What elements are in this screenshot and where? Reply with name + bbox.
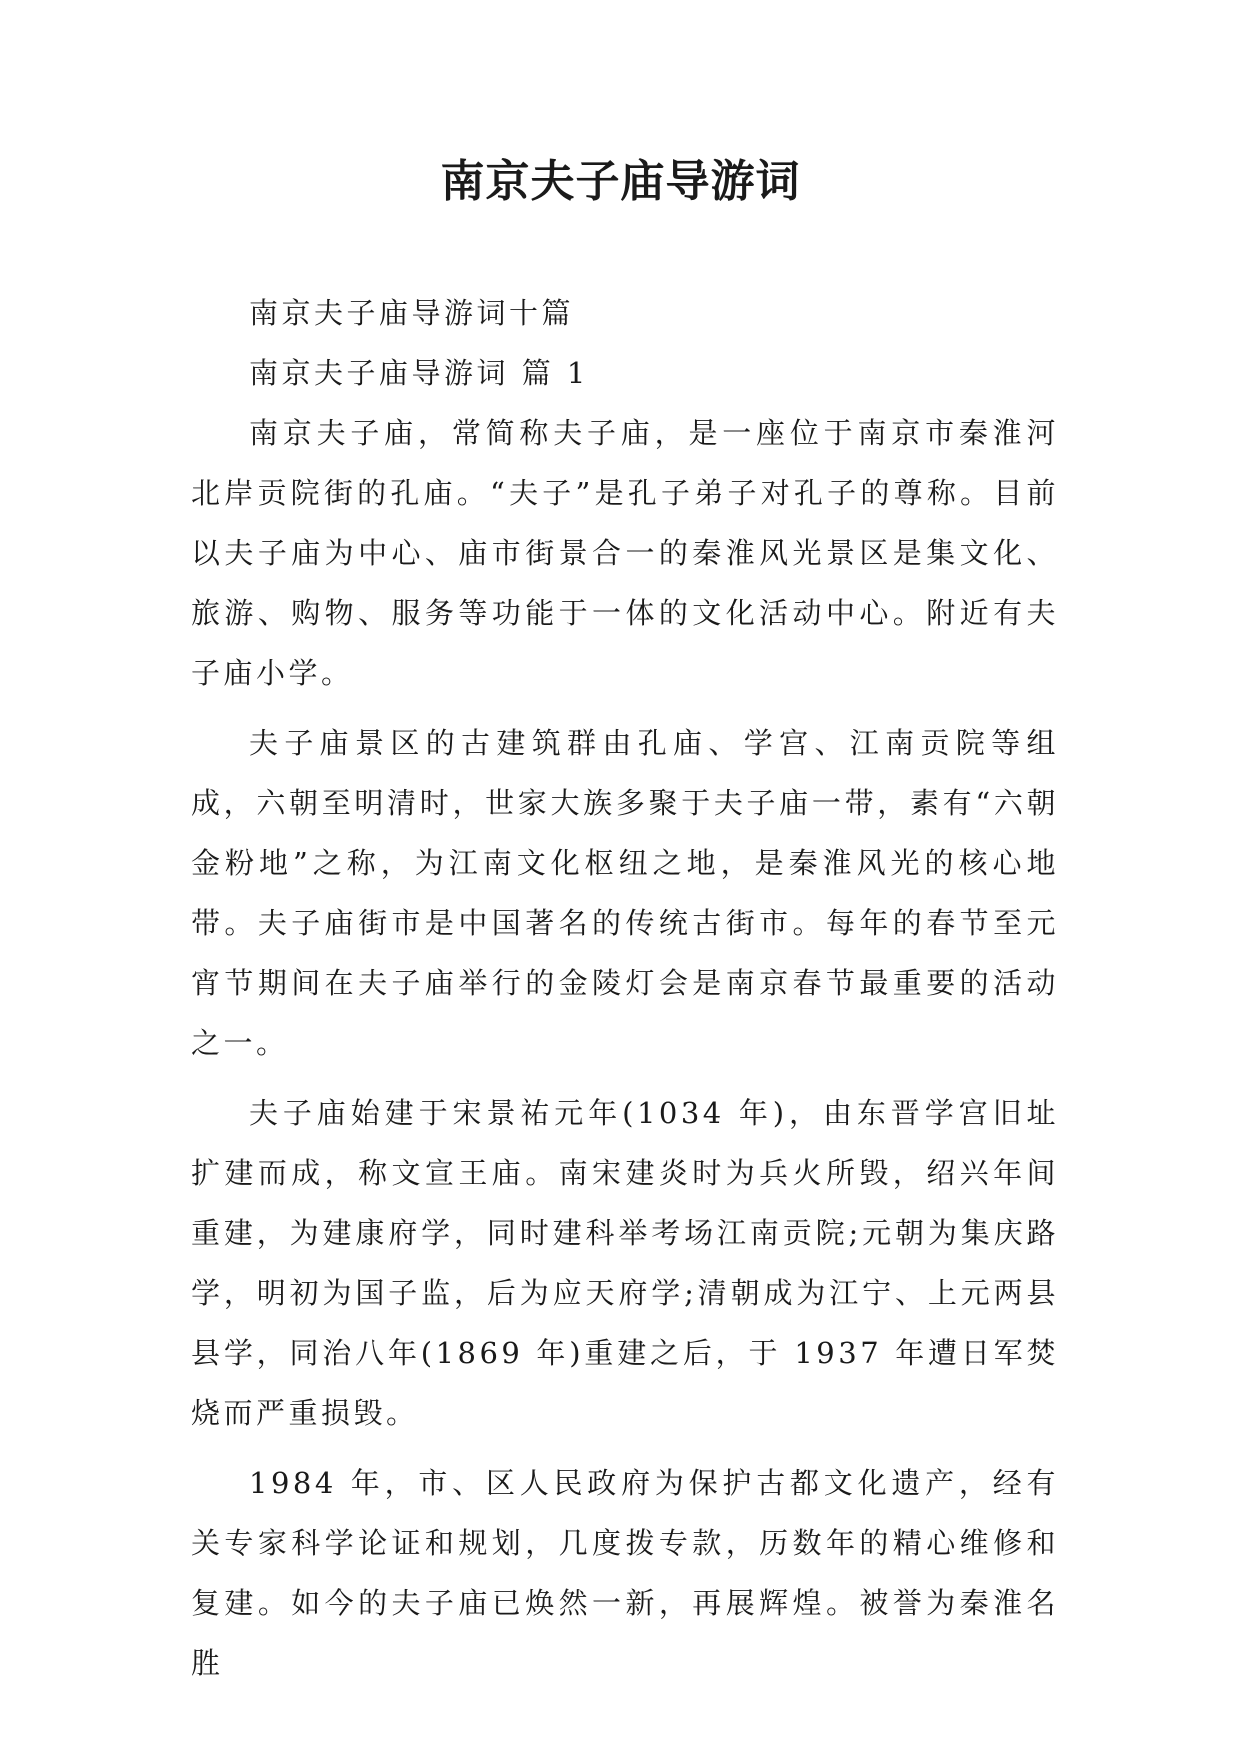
paragraph: 夫子庙景区的古建筑群由孔庙、学宫、江南贡院等组成，六朝至明清时，世家大族多聚于夫子庙一带，素有“六朝金粉地”之称，为江南文化枢纽之地，是秦淮风光的核心地带。夫子庙街市是中国著名的传统古街市。每年的春节至元宵节期间在夫子庙举行的金陵灯会是南京春节最重要的活动之一。: [191, 726, 1059, 1060]
subtitle-line: 南京夫子庙导游词十篇: [249, 296, 575, 330]
section-heading: 南京夫子庙导游词 篇 1: [249, 356, 589, 390]
paragraph: 南京夫子庙，常简称夫子庙，是一座位于南京市秦淮河北岸贡院街的孔庙。“夫子”是孔子弟子对孔子的尊称。目前以夫子庙为中心、庙市街景合一的秦淮风光景区是集文化、旅游、购物、服务等功能于一体的文化活动中心。附近有夫子庙小学。: [191, 416, 1059, 690]
document-title: 南京夫子庙导游词: [440, 156, 801, 207]
paragraph: 夫子庙始建于宋景祐元年(1034 年)，由东晋学宫旧址扩建而成，称文宣王庙。南宋建炎时为兵火所毁，绍兴年间重建，为建康府学，同时建科举考场江南贡院;元朝为集庆路学，明初为国子监，后为应天府学;清朝成为江宁、上元两县县学，同治八年(1869 年)重建之后，于 1937 年遭日军焚烧而严重损毁。: [191, 1096, 1059, 1430]
document-body: [191, 283, 1059, 1693]
paragraph: 1984 年，市、区人民政府为保护古都文化遗产，经有关专家科学论证和规划，几度拨专款，历数年的精心维修和复建。如今的夫子庙已焕然一新，再展辉煌。被誉为秦淮名胜: [191, 1466, 1059, 1680]
